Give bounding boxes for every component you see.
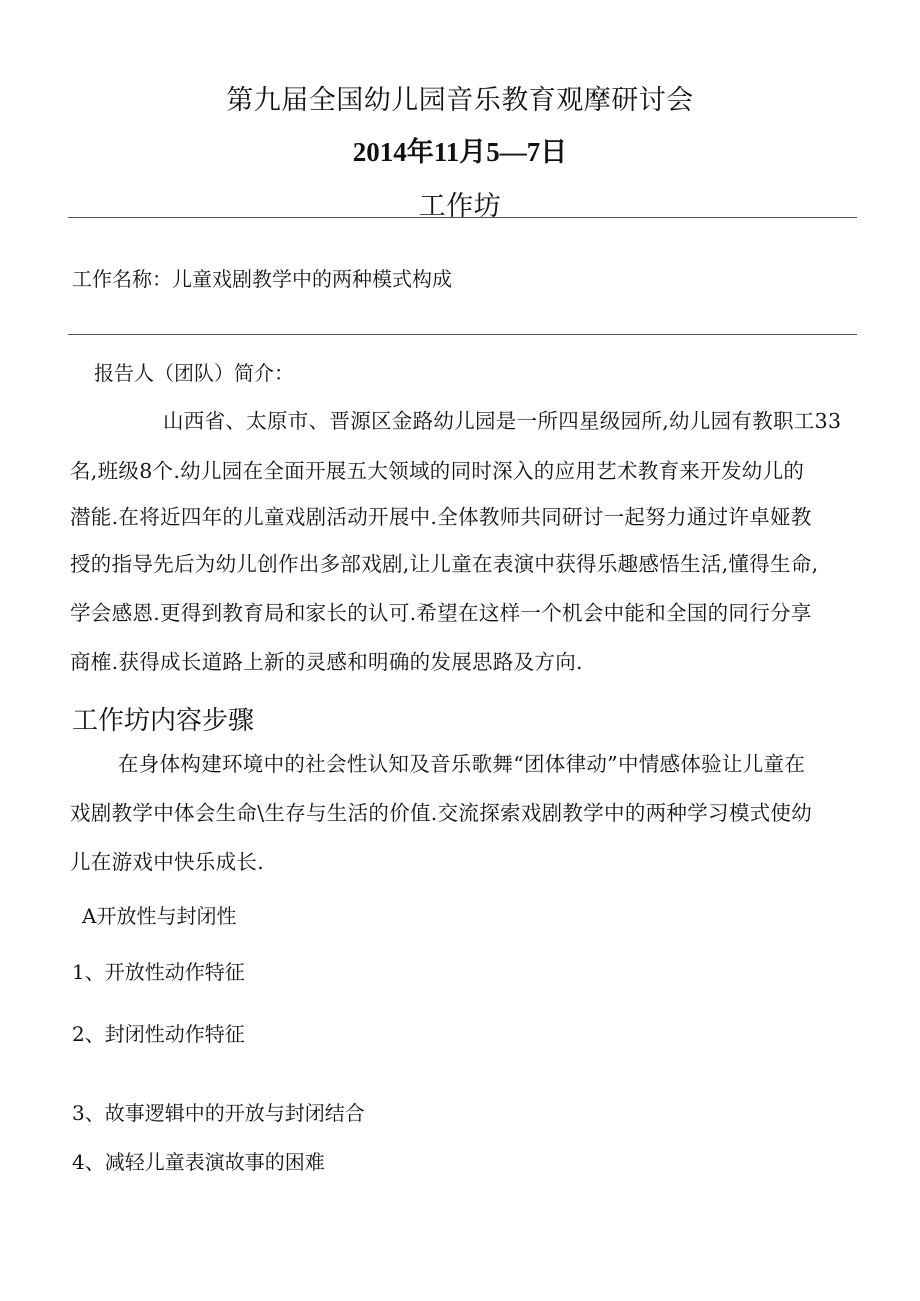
list-item: 4、减轻儿童表演故事的困难	[72, 1150, 325, 1174]
steps-line: 在身体构建环境中的社会性认知及音乐歌舞“团体律动”中情感体验让儿童在	[118, 752, 806, 776]
divider-middle	[68, 334, 857, 335]
reporter-line: 名,班级8个.幼儿园在全面开展五大领域的同时深入的应用艺术教育来开发幼儿的	[70, 459, 805, 483]
reporter-line: 商榷.获得成长道路上新的灵感和明确的发展思路及方向.	[70, 650, 583, 674]
section-a-heading: A开放性与封闭性	[82, 904, 237, 928]
divider-top	[68, 217, 857, 218]
reporter-line: 潜能.在将近四年的儿童戏剧活动开展中.全体教师共同研讨一起努力通过许卓娅教	[70, 505, 812, 529]
steps-line: 戏剧教学中体会生命\生存与生活的价值.交流探索戏剧教学中的两种学习模式使幼	[70, 801, 813, 825]
work-name: 工作名称：儿童戏剧教学中的两种模式构成	[72, 267, 452, 291]
steps-heading: 工作坊内容步骤	[72, 706, 255, 736]
document-date: 2014年11月5—7日	[352, 137, 568, 167]
reporter-line: 授的指导先后为幼儿创作出多部戏剧,让儿童在表演中获得乐趣感悟生活,懂得生命,	[70, 552, 819, 576]
document-subtitle: 工作坊	[418, 191, 502, 222]
reporter-line: 学会感恩.更得到教育局和家长的认可.希望在这样一个机会中能和全国的同行分享	[70, 601, 812, 625]
list-item: 1、开放性动作特征	[72, 960, 245, 984]
steps-line: 儿在游戏中快乐成长.	[70, 850, 265, 874]
list-item: 2、封闭性动作特征	[72, 1022, 245, 1046]
reporter-label: 报告人（团队）简介：	[94, 361, 294, 385]
document-title: 第九届全国幼儿园音乐教育观摩研讨会	[226, 85, 694, 116]
reporter-line: 山西省、太原市、晋源区金路幼儿园是一所四星级园所,幼儿园有教职工33	[163, 409, 842, 433]
list-item: 3、故事逻辑中的开放与封闭结合	[72, 1101, 365, 1125]
